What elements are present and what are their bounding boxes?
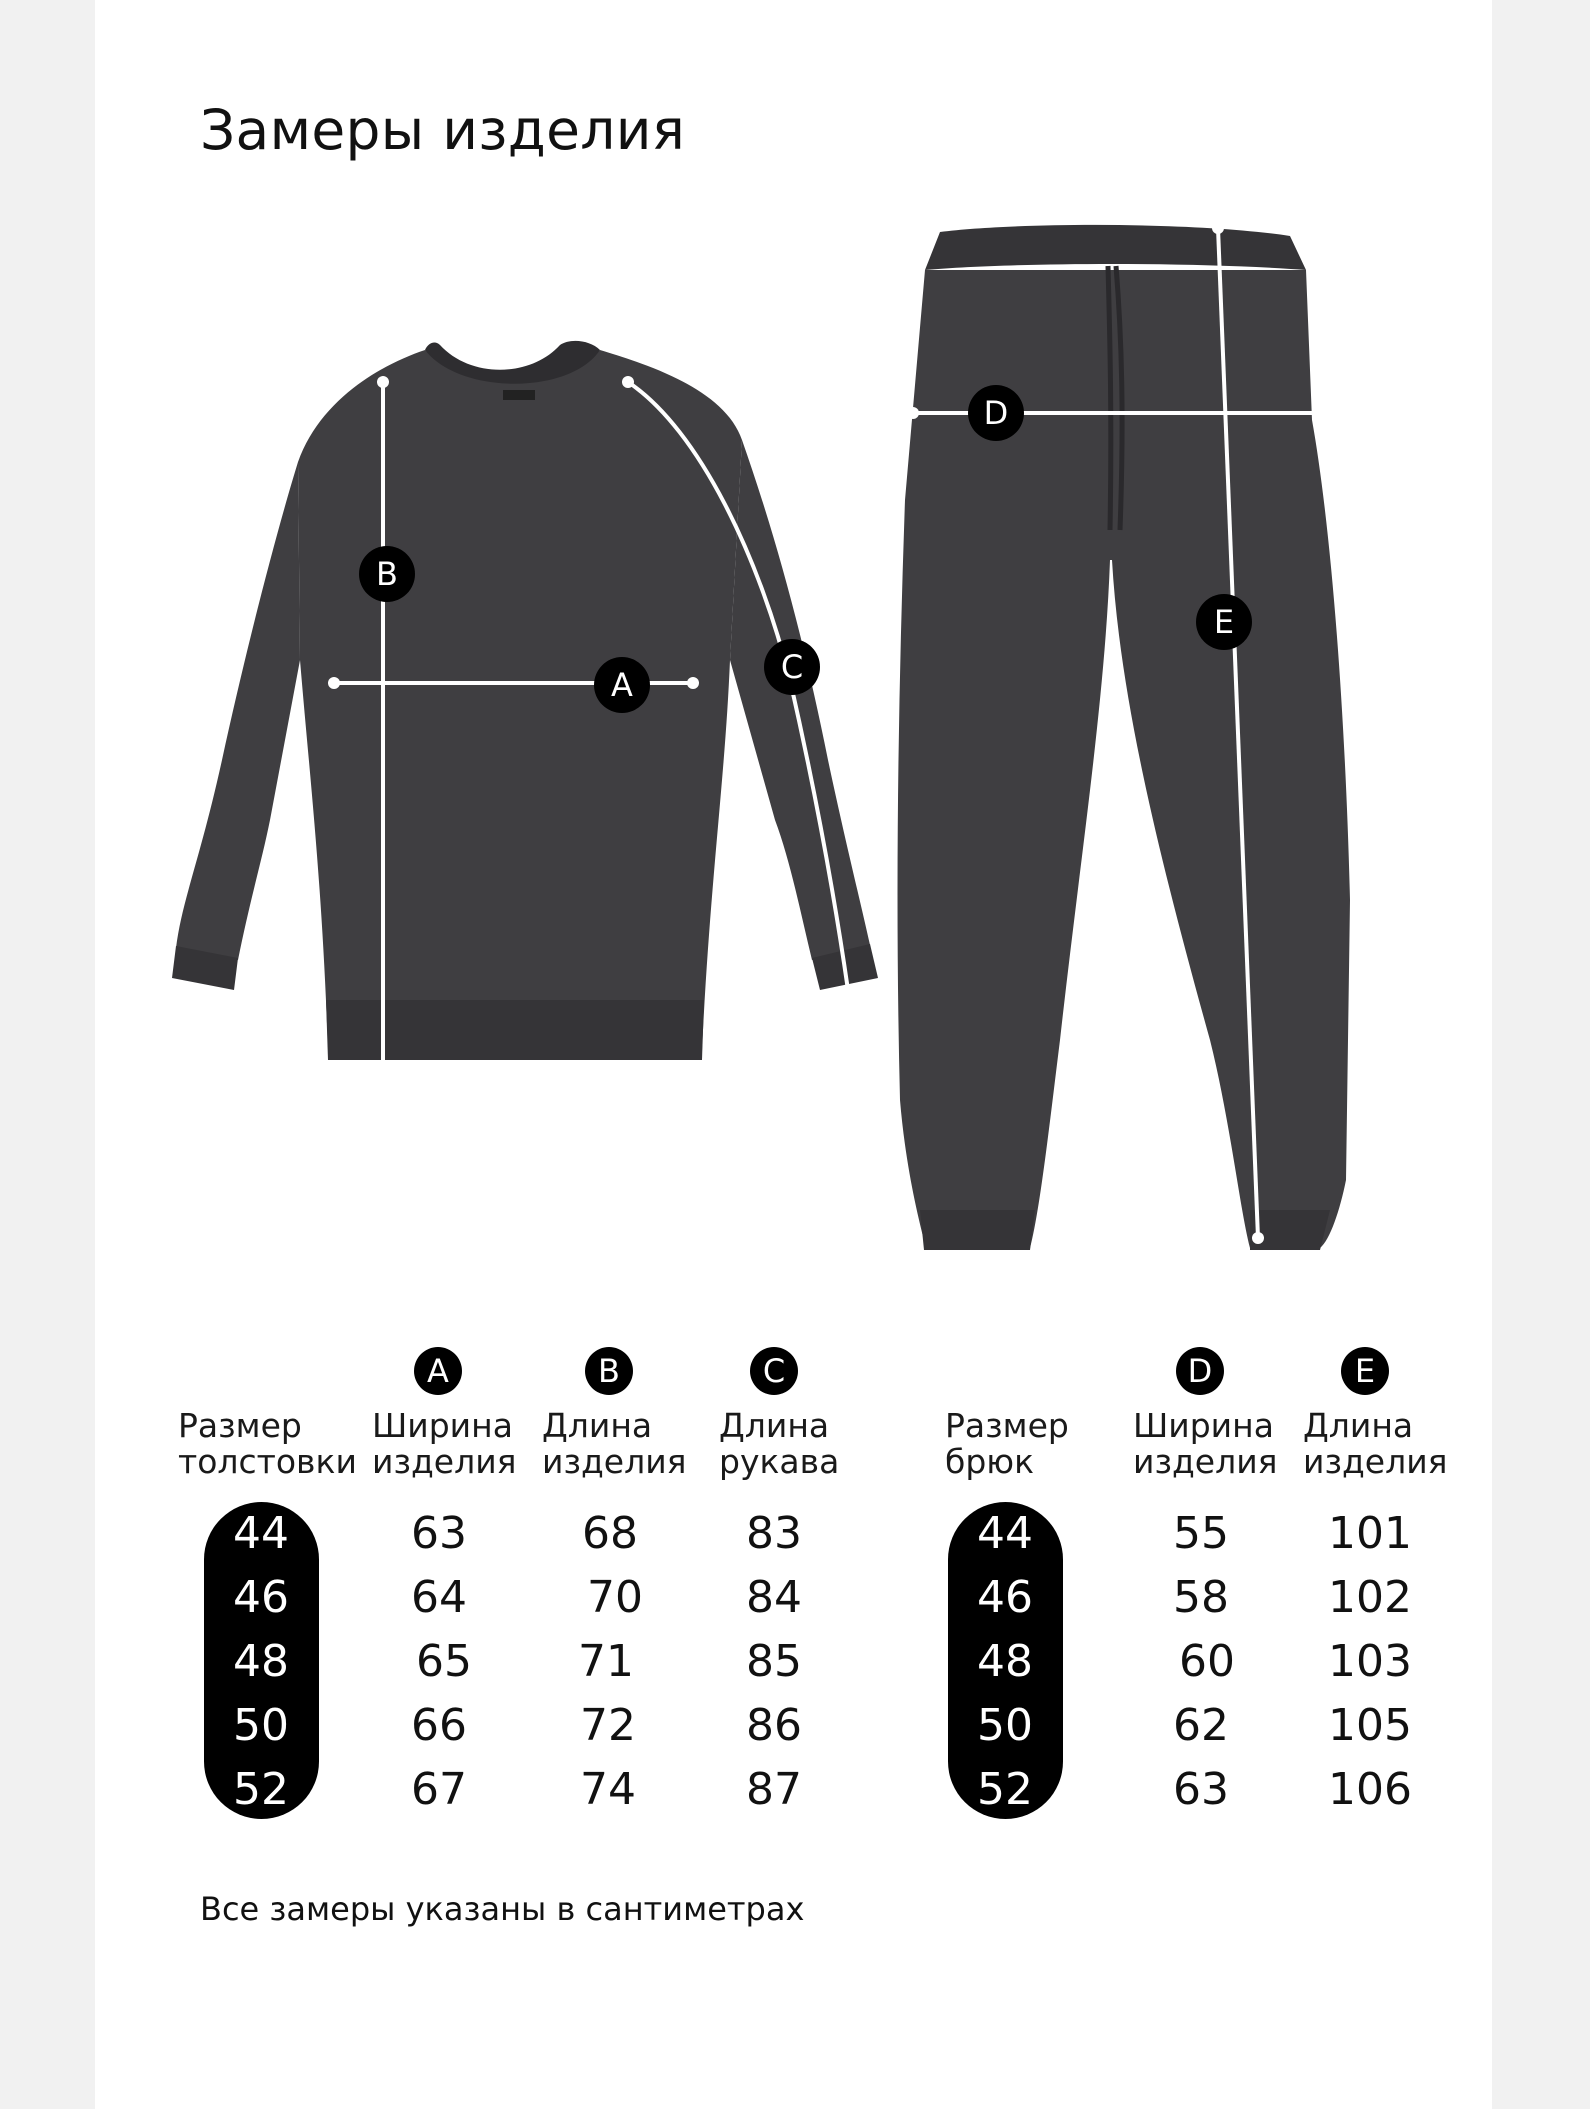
size-value: 44	[233, 1508, 289, 1559]
table-cell: 55	[1173, 1508, 1229, 1559]
table-cell: 101	[1328, 1508, 1412, 1559]
pants-image	[898, 225, 1350, 1250]
size-value: 50	[233, 1700, 289, 1751]
size-value: 44	[977, 1508, 1033, 1559]
table-cell: 87	[746, 1764, 802, 1815]
table-cell: 58	[1173, 1572, 1229, 1623]
table-cell: 62	[1173, 1700, 1229, 1751]
footnote: Все замеры указаны в сантиметрах	[200, 1890, 805, 1928]
header-hoodie-length: Длина изделия	[542, 1406, 687, 1481]
table-cell: 105	[1328, 1700, 1412, 1751]
marker-e: E	[1196, 594, 1252, 650]
table-cell: 71	[578, 1636, 634, 1687]
table-cell: 64	[411, 1572, 467, 1623]
column-marker-e: E	[1341, 1347, 1389, 1395]
header-sleeve-length: Длина рукава	[719, 1406, 840, 1481]
column-marker-a: A	[414, 1347, 462, 1395]
table-cell: 60	[1179, 1636, 1235, 1687]
sweatshirt-image	[172, 341, 878, 1060]
column-marker-c: C	[750, 1347, 798, 1395]
size-value: 46	[233, 1572, 289, 1623]
table-cell: 86	[746, 1700, 802, 1751]
table-cell: 72	[580, 1700, 636, 1751]
marker-b: B	[359, 546, 415, 602]
header-pants-size: Размер брюк	[945, 1406, 1069, 1481]
header-hoodie-size: Размер толстовки	[178, 1406, 357, 1481]
marker-c: C	[764, 639, 820, 695]
table-cell: 102	[1328, 1572, 1412, 1623]
table-cell: 68	[582, 1508, 638, 1559]
table-cell: 70	[587, 1572, 643, 1623]
header-hoodie-width: Ширина изделия	[372, 1406, 517, 1481]
table-cell: 63	[411, 1508, 467, 1559]
header-pants-width: Ширина изделия	[1133, 1406, 1278, 1481]
column-marker-d: D	[1176, 1347, 1224, 1395]
table-cell: 65	[416, 1636, 472, 1687]
size-value: 48	[233, 1636, 289, 1687]
header-pants-length: Длина изделия	[1303, 1406, 1448, 1481]
marker-a: A	[594, 657, 650, 713]
size-value: 50	[977, 1700, 1033, 1751]
size-value: 48	[977, 1636, 1033, 1687]
table-cell: 85	[746, 1636, 802, 1687]
pants-size-pill	[948, 1502, 1063, 1819]
hoodie-size-pill	[204, 1502, 319, 1819]
table-cell: 84	[746, 1572, 802, 1623]
table-cell: 63	[1173, 1764, 1229, 1815]
table-cell: 83	[746, 1508, 802, 1559]
marker-d: D	[968, 385, 1024, 441]
size-value: 52	[977, 1764, 1033, 1815]
size-value: 46	[977, 1572, 1033, 1623]
table-cell: 103	[1328, 1636, 1412, 1687]
page-title: Замеры изделия	[200, 98, 686, 162]
column-marker-b: B	[585, 1347, 633, 1395]
size-value: 52	[233, 1764, 289, 1815]
table-cell: 74	[580, 1764, 636, 1815]
table-cell: 67	[411, 1764, 467, 1815]
table-cell: 106	[1328, 1764, 1412, 1815]
table-cell: 66	[411, 1700, 467, 1751]
